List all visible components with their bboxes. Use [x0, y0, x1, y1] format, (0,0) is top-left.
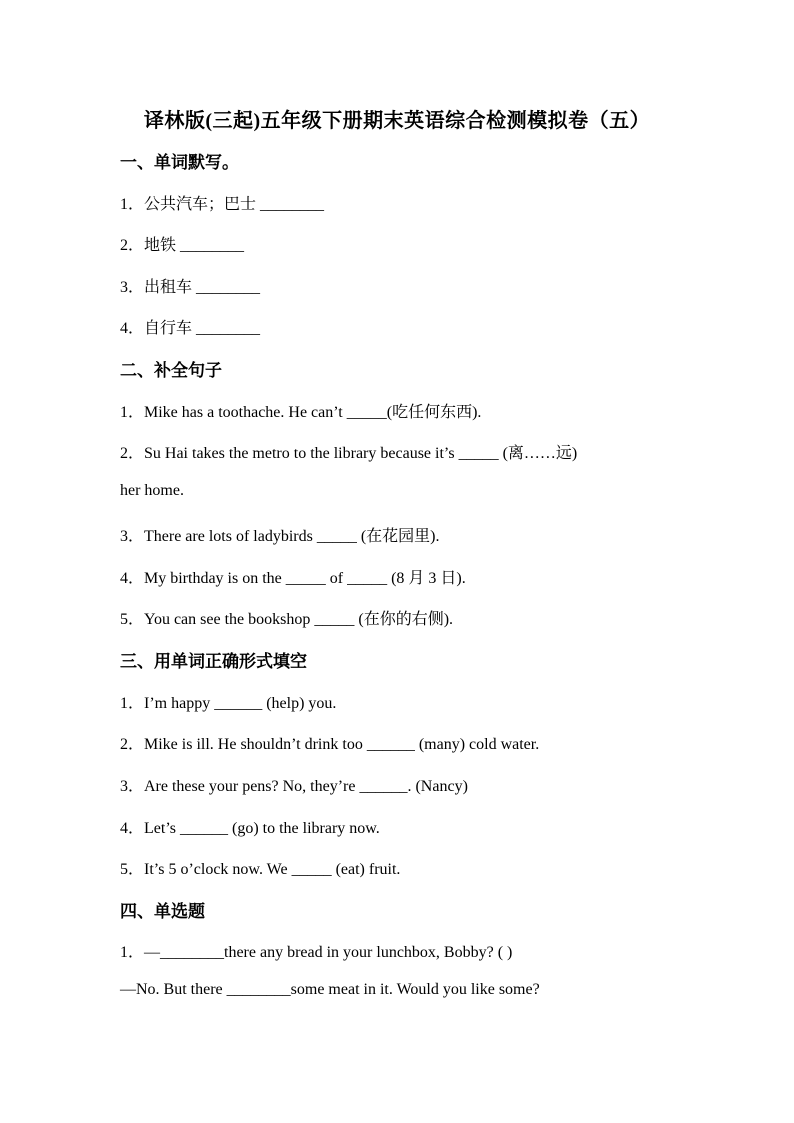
- section-4-heading: 四、单选题: [120, 902, 205, 921]
- question-line: 2．Mike is ill. He shouldn’t drink too ______ (many) cold water.: [120, 736, 540, 753]
- question-line: 1．公共汽车；巴士 ________: [120, 196, 325, 213]
- question-line: 3．Are these your pens? No, they’re ______. (Nancy): [120, 778, 468, 795]
- question-line: 1．I’m happy ______ (help) you.: [120, 695, 337, 712]
- question-line: 2．地铁 ________: [120, 237, 245, 254]
- question-continuation: —No. But there ________some meat in it. Would you like some?: [120, 981, 540, 998]
- question-line: 4．Let’s ______ (go) to the library now.: [120, 820, 380, 837]
- question-continuation: her home.: [120, 482, 184, 499]
- section-2-heading: 二、补全句子: [120, 361, 222, 380]
- question-line: 4．My birthday is on the _____ of _____ (8 月 3 日).: [120, 570, 466, 587]
- question-line: 2．Su Hai takes the metro to the library because it’s _____ (离……远): [120, 445, 578, 462]
- question-line: 1．—________there any bread in your lunchbox, Bobby? ( ): [120, 944, 513, 961]
- question-line: 3．出租车 ________: [120, 279, 261, 296]
- question-line: 5．It’s 5 o’clock now. We _____ (eat) fruit.: [120, 861, 401, 878]
- question-line: 1．Mike has a toothache. He can’t _____(吃任何东西).: [120, 404, 482, 421]
- page-title: 译林版(三起)五年级下册期末英语综合检测模拟卷（五）: [143, 110, 651, 132]
- section-1-heading: 一、单词默写。: [120, 153, 239, 172]
- question-line: 3．There are lots of ladybirds _____ (在花园里).: [120, 528, 440, 545]
- question-line: 5．You can see the bookshop _____ (在你的右侧).: [120, 611, 454, 628]
- question-line: 4．自行车 ________: [120, 320, 261, 337]
- section-3-heading: 三、用单词正确形式填空: [120, 652, 307, 671]
